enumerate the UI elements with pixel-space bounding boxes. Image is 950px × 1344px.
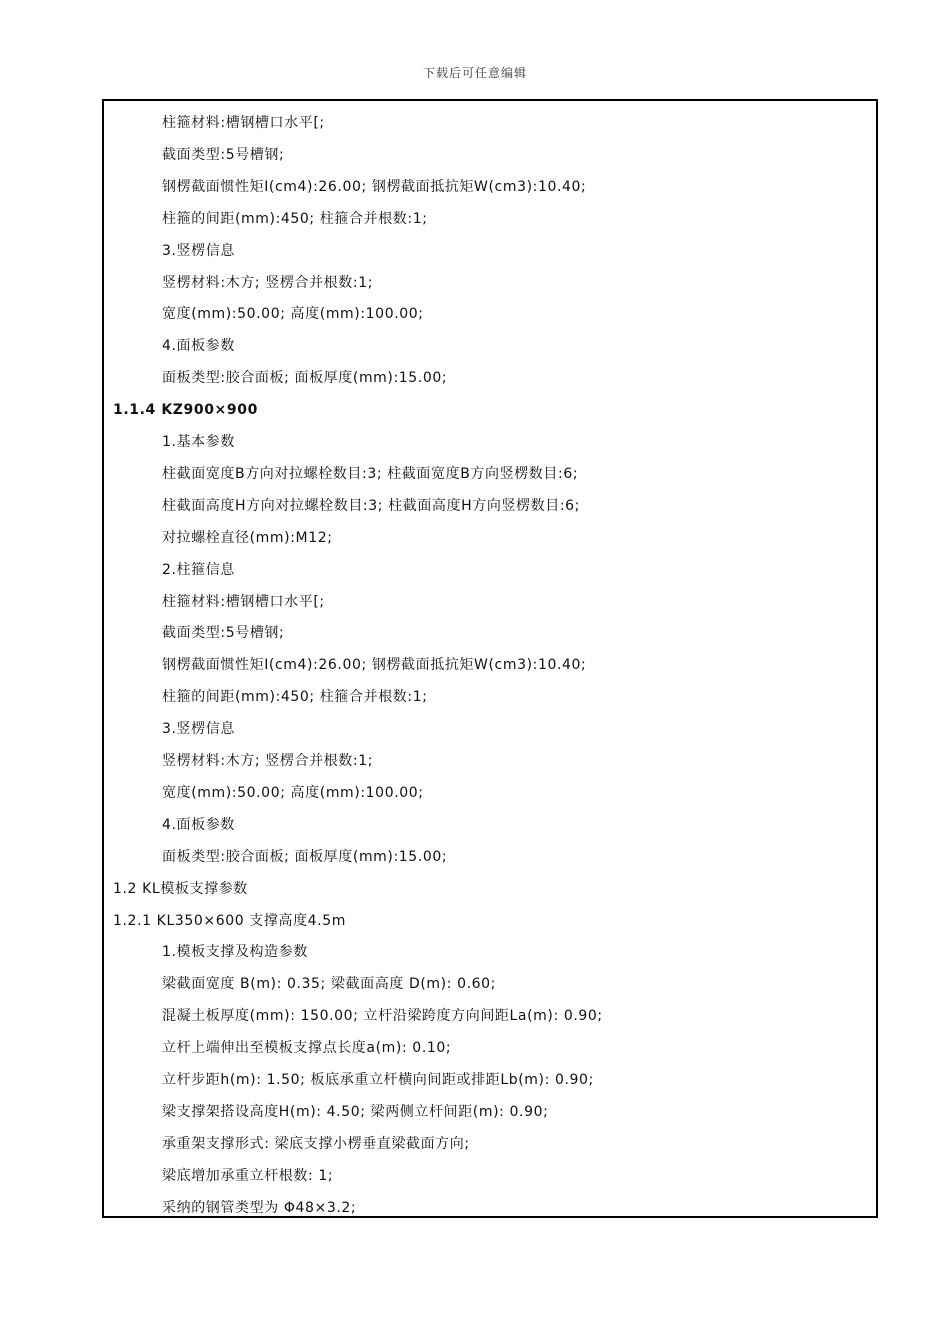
content-frame — [102, 99, 878, 1218]
text-line: 柱箍材料:槽钢槽口水平[; — [162, 115, 325, 131]
text-line: 截面类型:5号槽钢; — [162, 625, 285, 642]
text-line: 4.面板参数 — [162, 816, 235, 833]
text-line: 钢楞截面惯性矩I(cm4):26.00; 钢楞截面抵抗矩W(cm3):10.40; — [162, 178, 587, 195]
text-line: 柱箍材料:槽钢槽口水平[; — [162, 593, 325, 610]
text-line: 梁底增加承重立杆根数: 1; — [162, 1167, 334, 1184]
text-line: 柱截面高度H方向对拉螺栓数目:3; 柱截面高度H方向竖楞数目:6; — [162, 497, 580, 514]
text-line: 面板类型:胶合面板; 面板厚度(mm):15.00; — [162, 848, 448, 865]
text-line: 柱箍的间距(mm):450; 柱箍合并根数:1; — [162, 210, 428, 227]
text-line: 3.竖楞信息 — [162, 721, 235, 738]
text-line: 柱箍的间距(mm):450; 柱箍合并根数:1; — [162, 689, 428, 706]
text-line: 钢楞截面惯性矩I(cm4):26.00; 钢楞截面抵抗矩W(cm3):10.40; — [162, 657, 587, 674]
text-line: 梁截面宽度 B(m): 0.35; 梁截面高度 D(m): 0.60; — [162, 976, 496, 993]
text-line: 柱截面宽度B方向对拉螺栓数目:3; 柱截面宽度B方向竖楞数目:6; — [162, 465, 579, 482]
text-line: 1.基本参数 — [162, 434, 235, 450]
text-line: 梁支撑架搭设高度H(m): 4.50; 梁两侧立杆间距(m): 0.90; — [162, 1103, 549, 1120]
text-line: 宽度(mm):50.00; 高度(mm):100.00; — [162, 306, 424, 323]
text-line: 宽度(mm):50.00; 高度(mm):100.00; — [162, 784, 424, 801]
text-line: 混凝土板厚度(mm): 150.00; 立杆沿梁跨度方向间距La(m): 0.90; — [162, 1008, 603, 1025]
text-line: 面板类型:胶合面板; 面板厚度(mm):15.00; — [162, 370, 448, 387]
text-line: 截面类型:5号槽钢; — [162, 146, 285, 163]
page-header: 下载后可任意编辑 — [422, 66, 527, 80]
text-line: 承重架支撑形式: 梁底支撑小楞垂直梁截面方向; — [162, 1135, 470, 1152]
text-line: 1.2.1 KL350×600 支撑高度4.5m — [113, 912, 346, 929]
section-heading: 1.1.4 KZ900×900 — [113, 402, 258, 419]
text-line: 竖楞材料:木方; 竖楞合并根数:1; — [162, 274, 374, 291]
text-line: 对拉螺栓直径(mm):M12; — [162, 529, 333, 546]
text-line: 1.模板支撑及构造参数 — [162, 944, 308, 961]
text-line: 立杆上端伸出至模板支撑点长度a(m): 0.10; — [162, 1040, 452, 1057]
text-line: 2.柱箍信息 — [162, 561, 235, 578]
text-line: 竖楞材料:木方; 竖楞合并根数:1; — [162, 753, 374, 769]
text-line: 采纳的钢管类型为 Φ48×3.2; — [162, 1199, 357, 1216]
text-line: 3.竖楞信息 — [162, 242, 235, 259]
text-line: 4.面板参数 — [162, 338, 235, 355]
text-line: 1.2 KL模板支撑参数 — [113, 880, 248, 897]
text-line: 立杆步距h(m): 1.50; 板底承重立杆横向间距或排距Lb(m): 0.90; — [162, 1072, 594, 1088]
